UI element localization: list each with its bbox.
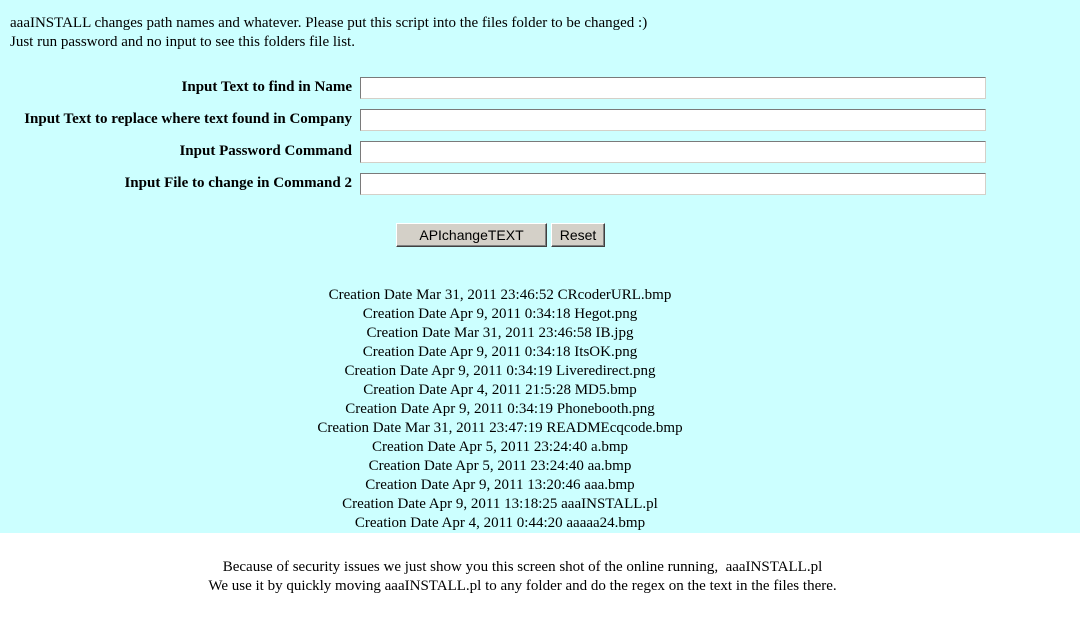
- file-list-item: Creation Date Mar 31, 2011 23:47:19 READMEcqcode.bmp: [317, 420, 683, 436]
- file-list-item: Creation Date Apr 4, 2011 21:5:28 MD5.bmp: [363, 382, 637, 398]
- file-list-item: Creation Date Apr 9, 2011 0:34:18 Hegot.png: [362, 306, 638, 322]
- file-list: [0, 286, 1000, 533]
- file-list-item: Creation Date Apr 9, 2011 13:20:46 aaa.bmp: [365, 477, 635, 493]
- replace-text-row: [0, 109, 1080, 133]
- file-to-change-row: [0, 173, 1080, 197]
- find-text-input[interactable]: [360, 77, 986, 99]
- password-command-label: Input Password Command: [179, 143, 352, 159]
- replace-text-label: Input Text to replace where text found in Company: [24, 111, 352, 127]
- intro-text: [10, 14, 647, 52]
- file-list-item: Creation Date Mar 31, 2011 23:46:52 CRcoderURL.bmp: [328, 287, 672, 303]
- file-to-change-input[interactable]: [360, 173, 986, 195]
- file-list-item: Creation Date Mar 31, 2011 23:46:58 IB.jpg: [366, 325, 634, 341]
- file-list-item: Creation Date Apr 9, 2011 0:34:19 Liveredirect.png: [344, 363, 656, 379]
- intro-line-2: Just run password and no input to see this folders file list.: [10, 34, 355, 50]
- reset-button[interactable]: Reset: [551, 223, 605, 247]
- password-command-input[interactable]: [360, 141, 986, 163]
- file-list-item: Creation Date Apr 5, 2011 23:24:40 a.bmp: [371, 439, 629, 455]
- find-text-row: [0, 77, 1080, 101]
- file-list-item: Creation Date Apr 5, 2011 23:24:40 aa.bmp: [368, 458, 632, 474]
- apichangetext-submit-button[interactable]: APIchangeTEXT: [396, 223, 547, 247]
- file-to-change-label: Input File to change in Command 2: [124, 175, 352, 191]
- replace-text-input[interactable]: [360, 109, 986, 131]
- file-list-item: Creation Date Apr 9, 2011 0:34:18 ItsOK.png: [362, 344, 638, 360]
- footer-line-1: Because of security issues we just show you this screen shot of the online running, aaaINSTALL.pl: [222, 559, 823, 575]
- file-list-item: Creation Date Apr 4, 2011 0:44:20 aaaaa24.bmp: [354, 515, 646, 531]
- find-text-label: Input Text to find in Name: [181, 79, 352, 95]
- footer-note: [0, 558, 1045, 596]
- intro-line-1: aaaINSTALL changes path names and whatever. Please put this script into the files folder to be changed :): [10, 15, 648, 31]
- file-list-item: Creation Date Apr 9, 2011 0:34:19 Phonebooth.png: [345, 401, 655, 417]
- file-list-item: Creation Date Apr 9, 2011 13:18:25 aaaINSTALL.pl: [342, 496, 658, 512]
- footer-line-2: We use it by quickly moving aaaINSTALL.pl to any folder and do the regex on the text in the files there.: [208, 578, 837, 594]
- password-command-row: [0, 141, 1080, 165]
